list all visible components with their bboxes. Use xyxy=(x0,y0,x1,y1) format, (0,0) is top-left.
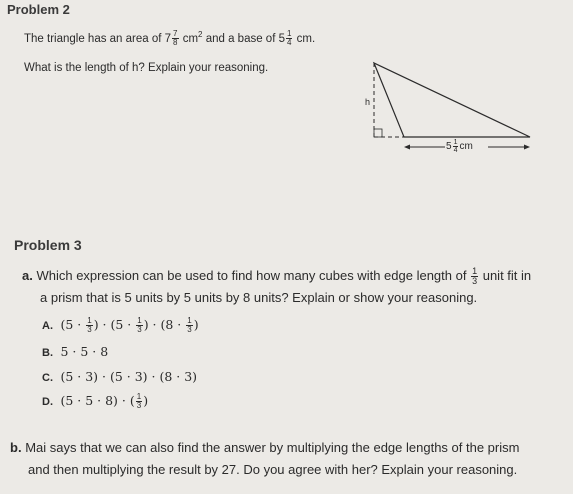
problem-2-statement xyxy=(24,30,315,47)
part-a-label: a. xyxy=(22,267,33,283)
part-a-line-2: a prism that is 5 units by 5 units by 8 units? Explain or show your reasoning. xyxy=(40,290,478,305)
part-b-line-1: b. Mai says that we can also find the answer by multiplying the edge lengths of the prism xyxy=(10,440,520,455)
problem-2-intro-end: cm. xyxy=(296,32,316,45)
right-angle-marker xyxy=(374,129,382,137)
base-arrow-left-head xyxy=(404,145,410,150)
problem-3-title: Problem 3 xyxy=(14,237,82,253)
base-arrow-right-head xyxy=(524,145,530,150)
height-label: h xyxy=(365,97,371,107)
area-fraction: $\frac{7}{8}$ xyxy=(173,29,178,48)
base-fraction: $\frac{1}{4}$ xyxy=(287,29,292,48)
problem-2-question: What is the length of h? Explain your reasoning. xyxy=(24,62,269,74)
base-measure-label: 5 $\frac{1}{4}$ cm xyxy=(446,139,473,154)
problem-2-title: Problem 2 xyxy=(7,2,70,17)
problem-2-intro-before: The triangle has an area of 7 xyxy=(24,32,172,45)
part-b-line-2: and then multiplying the result by 27. Do you agree with her? Explain your reasoning. xyxy=(28,462,518,477)
triangle-shape xyxy=(374,63,530,137)
edge-length-fraction: $\frac{1}{3}$ xyxy=(472,266,478,286)
option-a[interactable]: A. (5 · $\frac{1}{3}$ ) · (5 · $\frac{1}{3}$ ) · (8 · $\frac{1}{3}$ ) xyxy=(42,316,199,335)
option-c[interactable]: C. (5 · 3) · (5 · 3) · (8 · 3) xyxy=(42,369,198,384)
area-exponent: 2 xyxy=(198,30,203,39)
part-a-line-1: a. Which expression can be used to find how many cubes with edge length of $\frac{1}{3}$ unit fit in xyxy=(22,266,532,286)
option-d[interactable]: D. (5 · 5 · 8) · ( $\frac{1}{3}$ ) xyxy=(42,392,149,411)
problem-2-intro-mid: and a base of 5 xyxy=(205,32,285,45)
area-unit: cm xyxy=(182,32,199,45)
option-b[interactable]: B. 5 · 5 · 8 xyxy=(42,344,109,359)
part-b-label: b. xyxy=(10,440,22,455)
